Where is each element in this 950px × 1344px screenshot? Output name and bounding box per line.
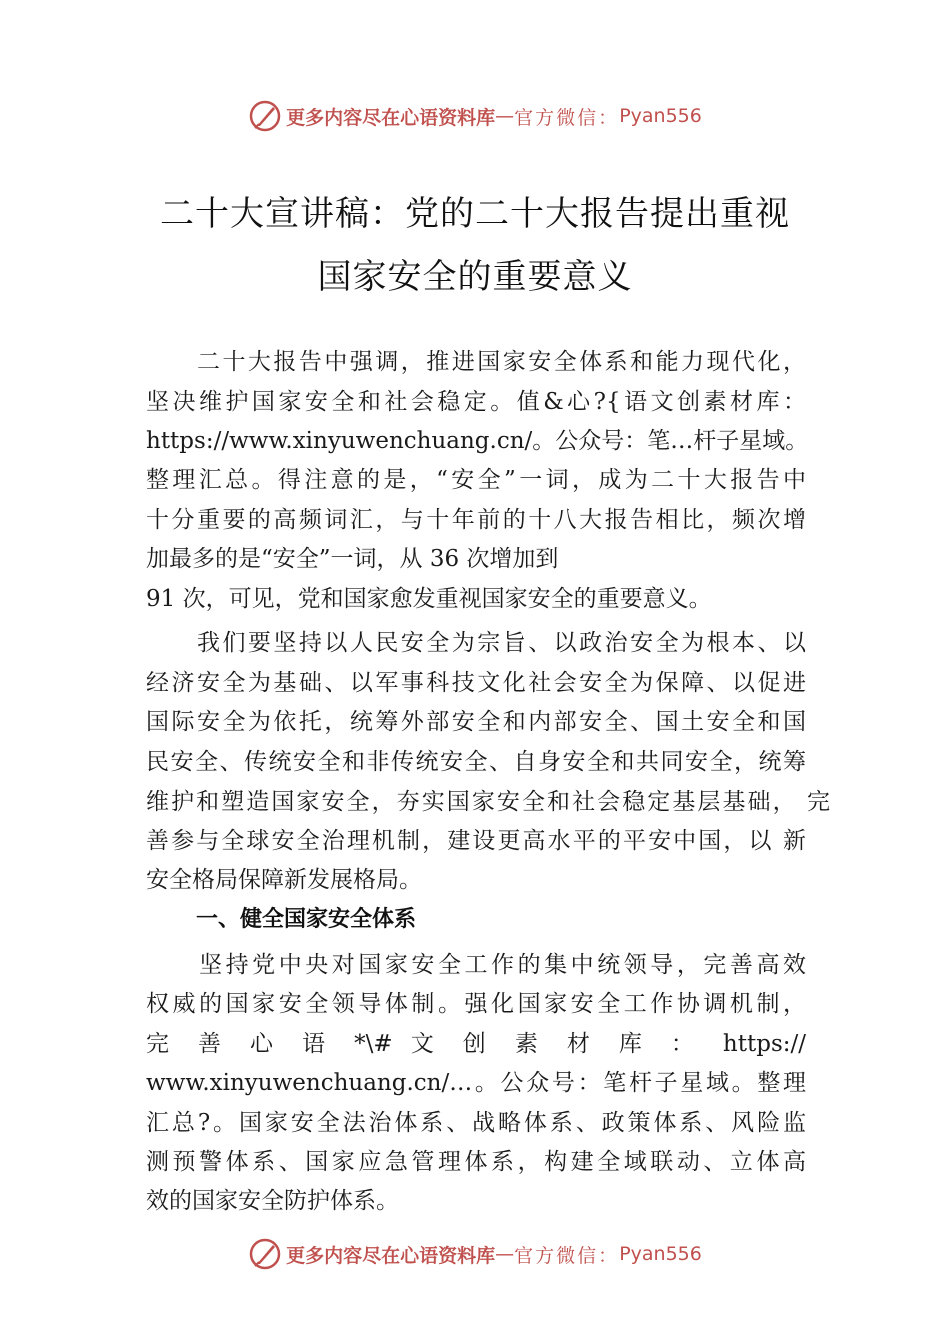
text-line: 十分重要的高频词汇，与十年前的十八大报告相比，频次增: [146, 507, 806, 533]
text-line: 二十大报告中强调，推进国家安全体系和能力现代化，: [146, 349, 806, 375]
text-line: 维护和塑造国家安全，夯实国家安全和社会稳定基层基础， 完: [146, 789, 830, 815]
text-line: 测预警体系、国家应急管理体系，构建全域联动、立体高: [146, 1149, 806, 1175]
text-line: 我们要坚持以人民安全为宗旨、以政治安全为根本、以: [146, 630, 806, 656]
header-banner: [0, 96, 950, 136]
text-line: 效的国家安全防护体系。: [146, 1188, 399, 1214]
text-line: 善参与全球安全治理机制，建设更高水平的平安中国，以 新: [146, 828, 806, 854]
banner-account: Pyan556: [619, 1243, 702, 1265]
quill-pen-logo-icon: [248, 1237, 282, 1271]
text-line: 权威的国家安全领导体制。强化国家安全工作协调机制，: [146, 991, 806, 1017]
text-line: 国际安全为依托，统筹外部安全和内部安全、国土安全和国: [146, 709, 806, 735]
text-line: 经济安全为基础、以军事科技文化社会安全为保障、以促进: [146, 670, 806, 696]
text-line: www.xinyuwenchuang.cn/…。公众号：笔杆子星域。整理: [146, 1070, 806, 1096]
document-title-line-2: 国家安全的重要意义: [317, 257, 633, 297]
quill-pen-logo-icon: [248, 99, 282, 133]
text-line: 完 善 心 语 *\# 文 创 素 材 库 ： https://: [146, 1031, 806, 1057]
text-line: 整理汇总。得注意的是，“安全”一词，成为二十大报告中: [146, 467, 806, 493]
banner-wechat-label: 官方微信：: [514, 1244, 620, 1267]
text-line: 民安全、传统安全和非传统安全、自身安全和共同安全，统筹: [146, 749, 806, 775]
text-line: 坚持党中央对国家安全工作的集中统领导，完善高效: [146, 952, 806, 978]
text-line: 加最多的是“安全”一词，从 36 次增加到: [146, 546, 559, 572]
footer-banner: [0, 1234, 950, 1274]
text-line: https://www.xinyuwenchuang.cn/。公众号：笔…杆子星域。: [146, 428, 809, 454]
banner-account: Pyan556: [619, 105, 702, 127]
text-line: 汇总?。国家安全法治体系、战略体系、政策体系、风险监: [146, 1110, 806, 1136]
banner-separator: —: [495, 1243, 515, 1265]
section-heading: 一、健全国家安全体系: [196, 907, 417, 932]
text-line: 91 次，可见，党和国家愈发重视国家安全的重要意义。: [146, 586, 712, 612]
banner-wechat-label: 官方微信：: [514, 106, 620, 129]
banner-brand: 更多内容尽在心语资料库: [286, 1244, 496, 1267]
text-line: 安全格局保障新发展格局。: [146, 867, 422, 893]
document-title-line-1: 二十大宣讲稿：党的二十大报告提出重视: [160, 194, 790, 234]
banner-separator: —: [495, 105, 515, 127]
banner-brand: 更多内容尽在心语资料库: [286, 106, 496, 129]
text-line: 坚决维护国家安全和社会稳定。值&心?{语文创素材库：: [146, 389, 806, 415]
